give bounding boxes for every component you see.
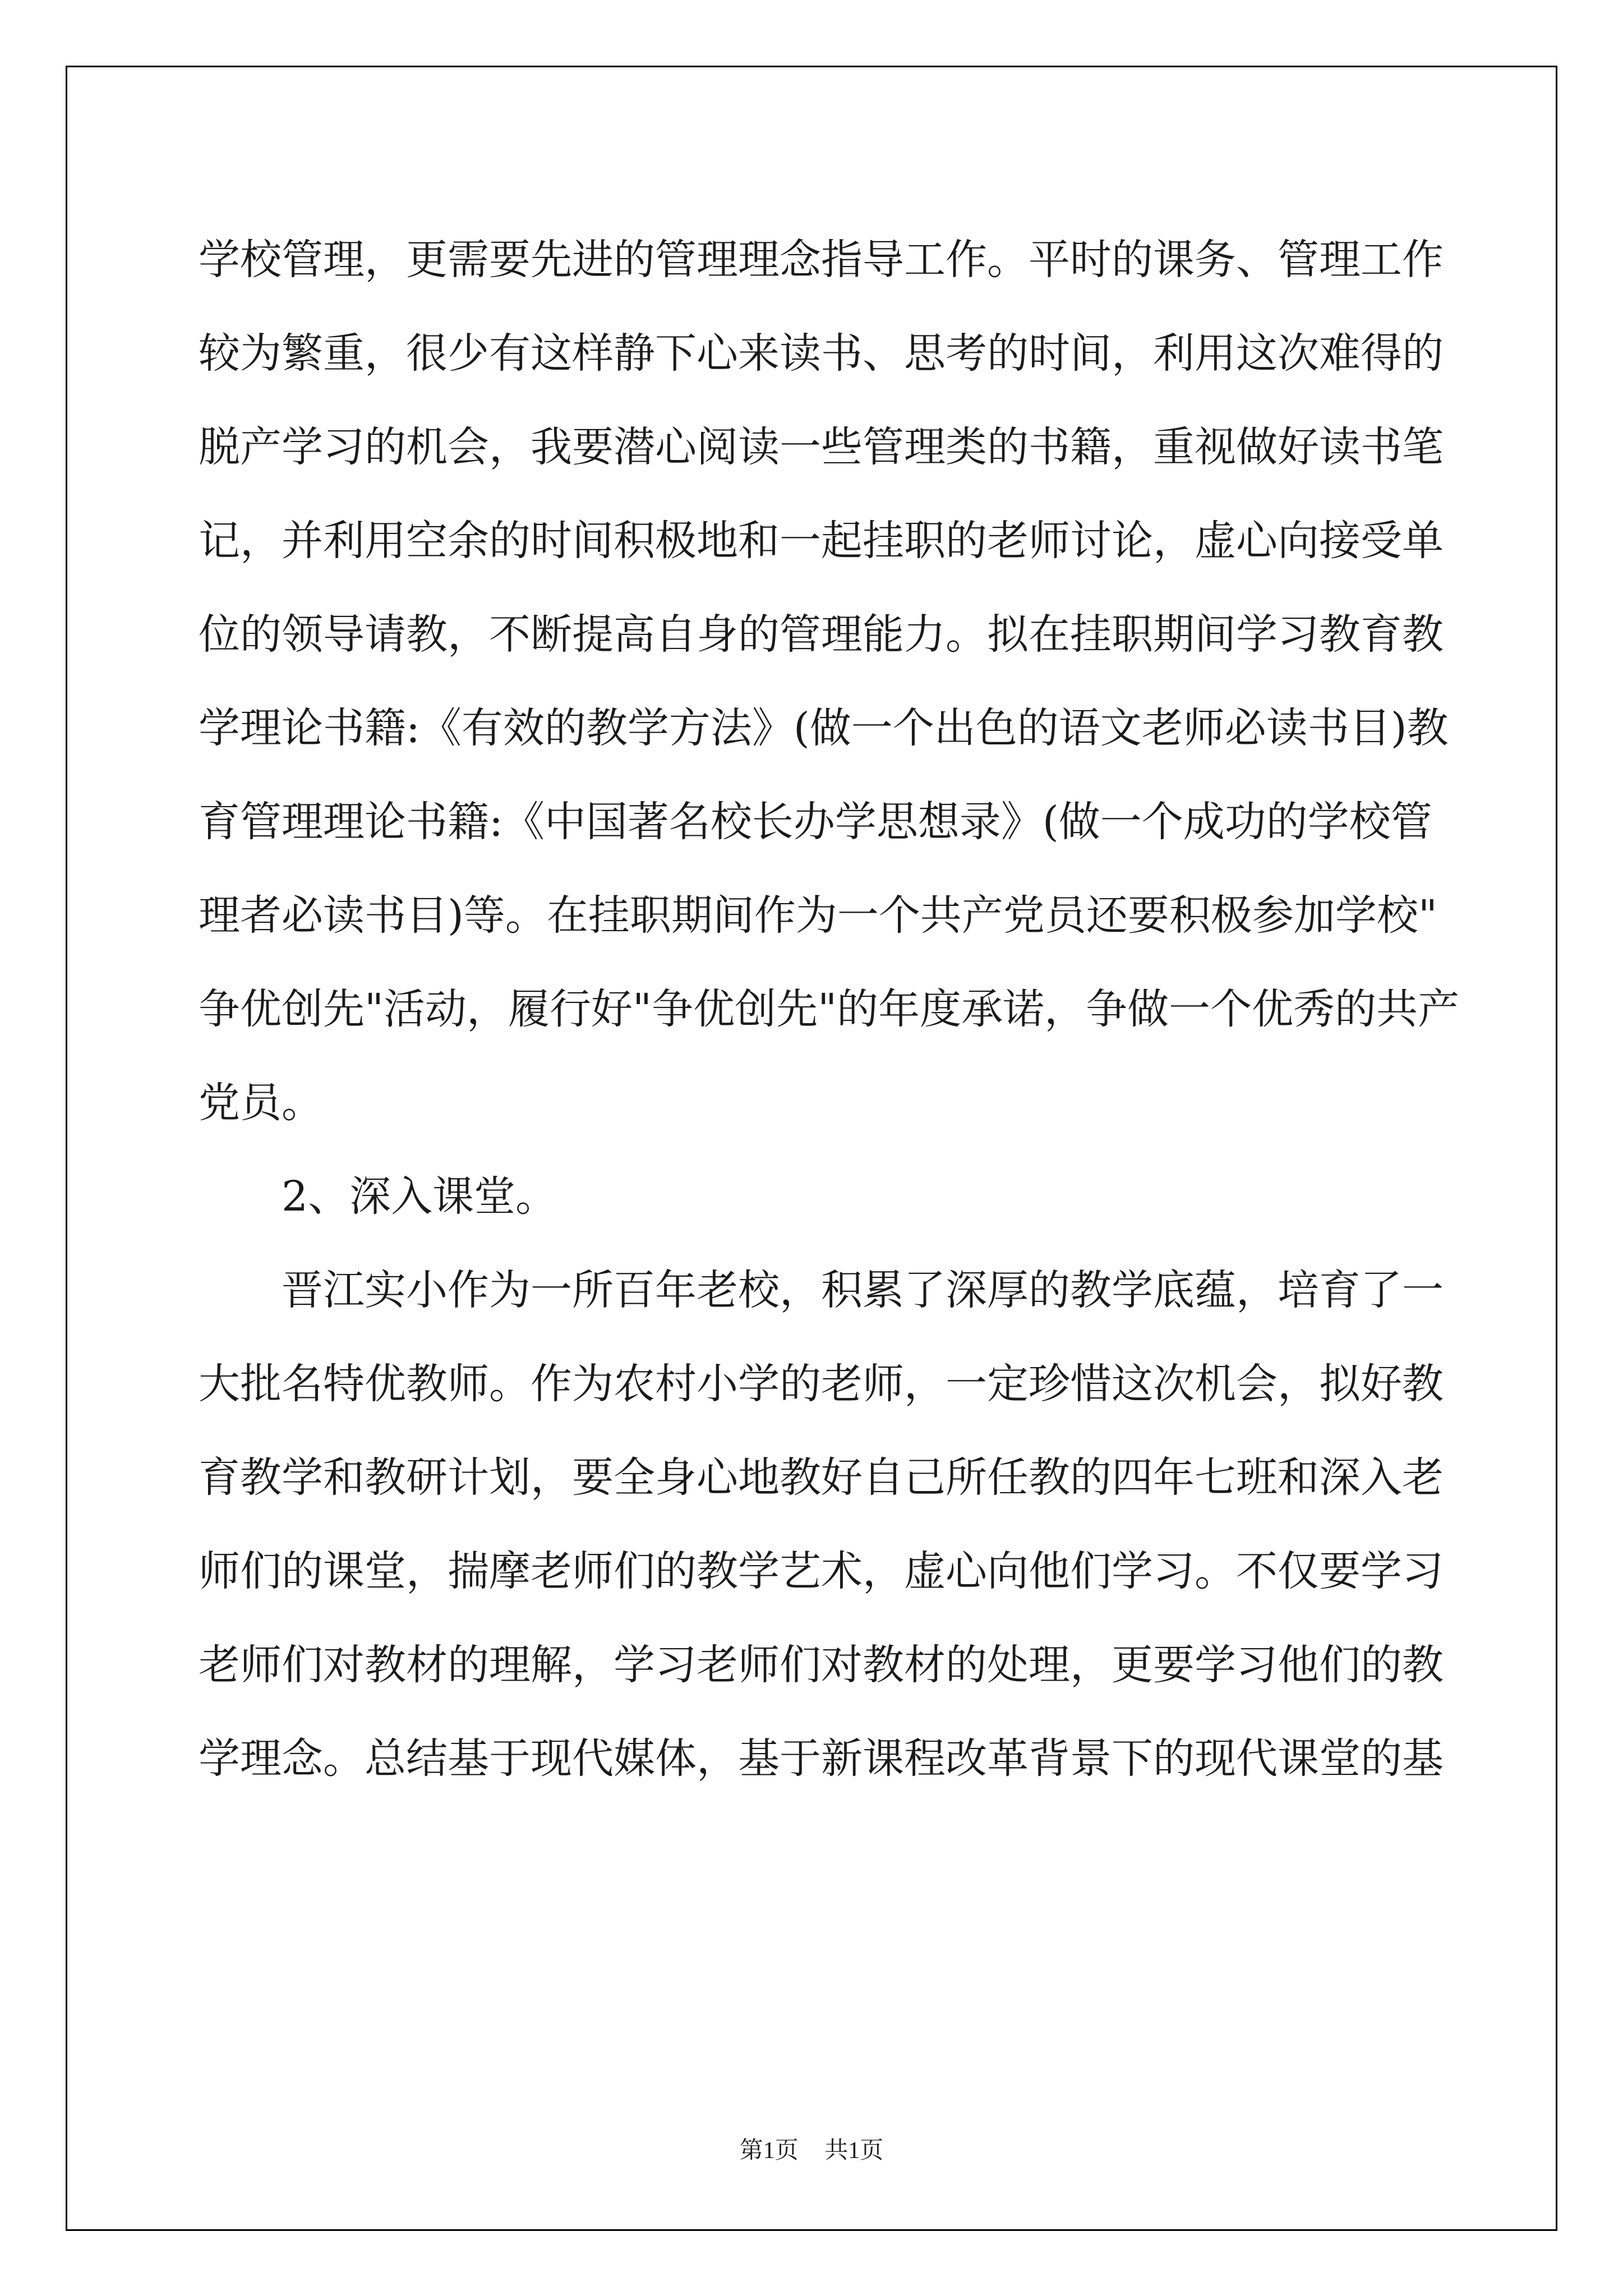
- text-line: 记，并利用空余的时间积极地和一起挂职的老师讨论，虚心向接受单: [199, 517, 1444, 565]
- page-total: 共1页: [824, 2138, 884, 2164]
- text-line: 学校管理，更需要先进的管理理念指导工作。平时的课务、管理工作: [199, 236, 1444, 284]
- text-line: 晋江实小作为一所百年老校，积累了深厚的教学底蕴，培育了一: [282, 1266, 1444, 1314]
- text-line: 学理念。总结基于现代媒体，基于新课程改革背景下的现代课堂的基: [199, 1734, 1444, 1783]
- section-heading: 2、深入课堂。: [282, 1172, 557, 1221]
- document-body: [199, 213, 1460, 1806]
- text-line: 师们的课堂，揣摩老师们的教学艺术，虚心向他们学习。不仅要学习: [199, 1547, 1444, 1595]
- text-line: 较为繁重，很少有这样静下心来读书、思考的时间，利用这次难得的: [199, 329, 1444, 378]
- text-line: 脱产学习的机会，我要潜心阅读一些管理类的书籍，重视做好读书笔: [199, 423, 1444, 471]
- text-line: 老师们对教材的理解，学习老师们对教材的处理，更要学习他们的教: [199, 1641, 1444, 1689]
- text-line: 育教学和教研计划，要全身心地教好自己所任教的四年七班和深入老: [199, 1453, 1444, 1502]
- text-line: 位的领导请教，不断提高自身的管理能力。拟在挂职期间学习教育教: [199, 610, 1444, 659]
- page-footer: [0, 2132, 1623, 2165]
- text-line: 争优创先"活动，履行好"争优创先"的年度承诺，争做一个优秀的共产: [199, 985, 1460, 1033]
- page-number: 第1页: [739, 2138, 799, 2164]
- text-line: 党员。: [199, 1079, 323, 1127]
- text-line: 大批名特优教师。作为农村小学的老师，一定珍惜这次机会，拟好教: [199, 1360, 1444, 1408]
- text-line: 学理论书籍:《有效的教学方法》(做一个出色的语文老师必读书目)教: [199, 704, 1449, 752]
- text-line: 理者必读书目)等。在挂职期间作为一个共产党员还要积极参加学校": [199, 891, 1437, 940]
- text-line: 育管理理论书籍:《中国著名校长办学思想录》(做一个成功的学校管: [199, 798, 1432, 846]
